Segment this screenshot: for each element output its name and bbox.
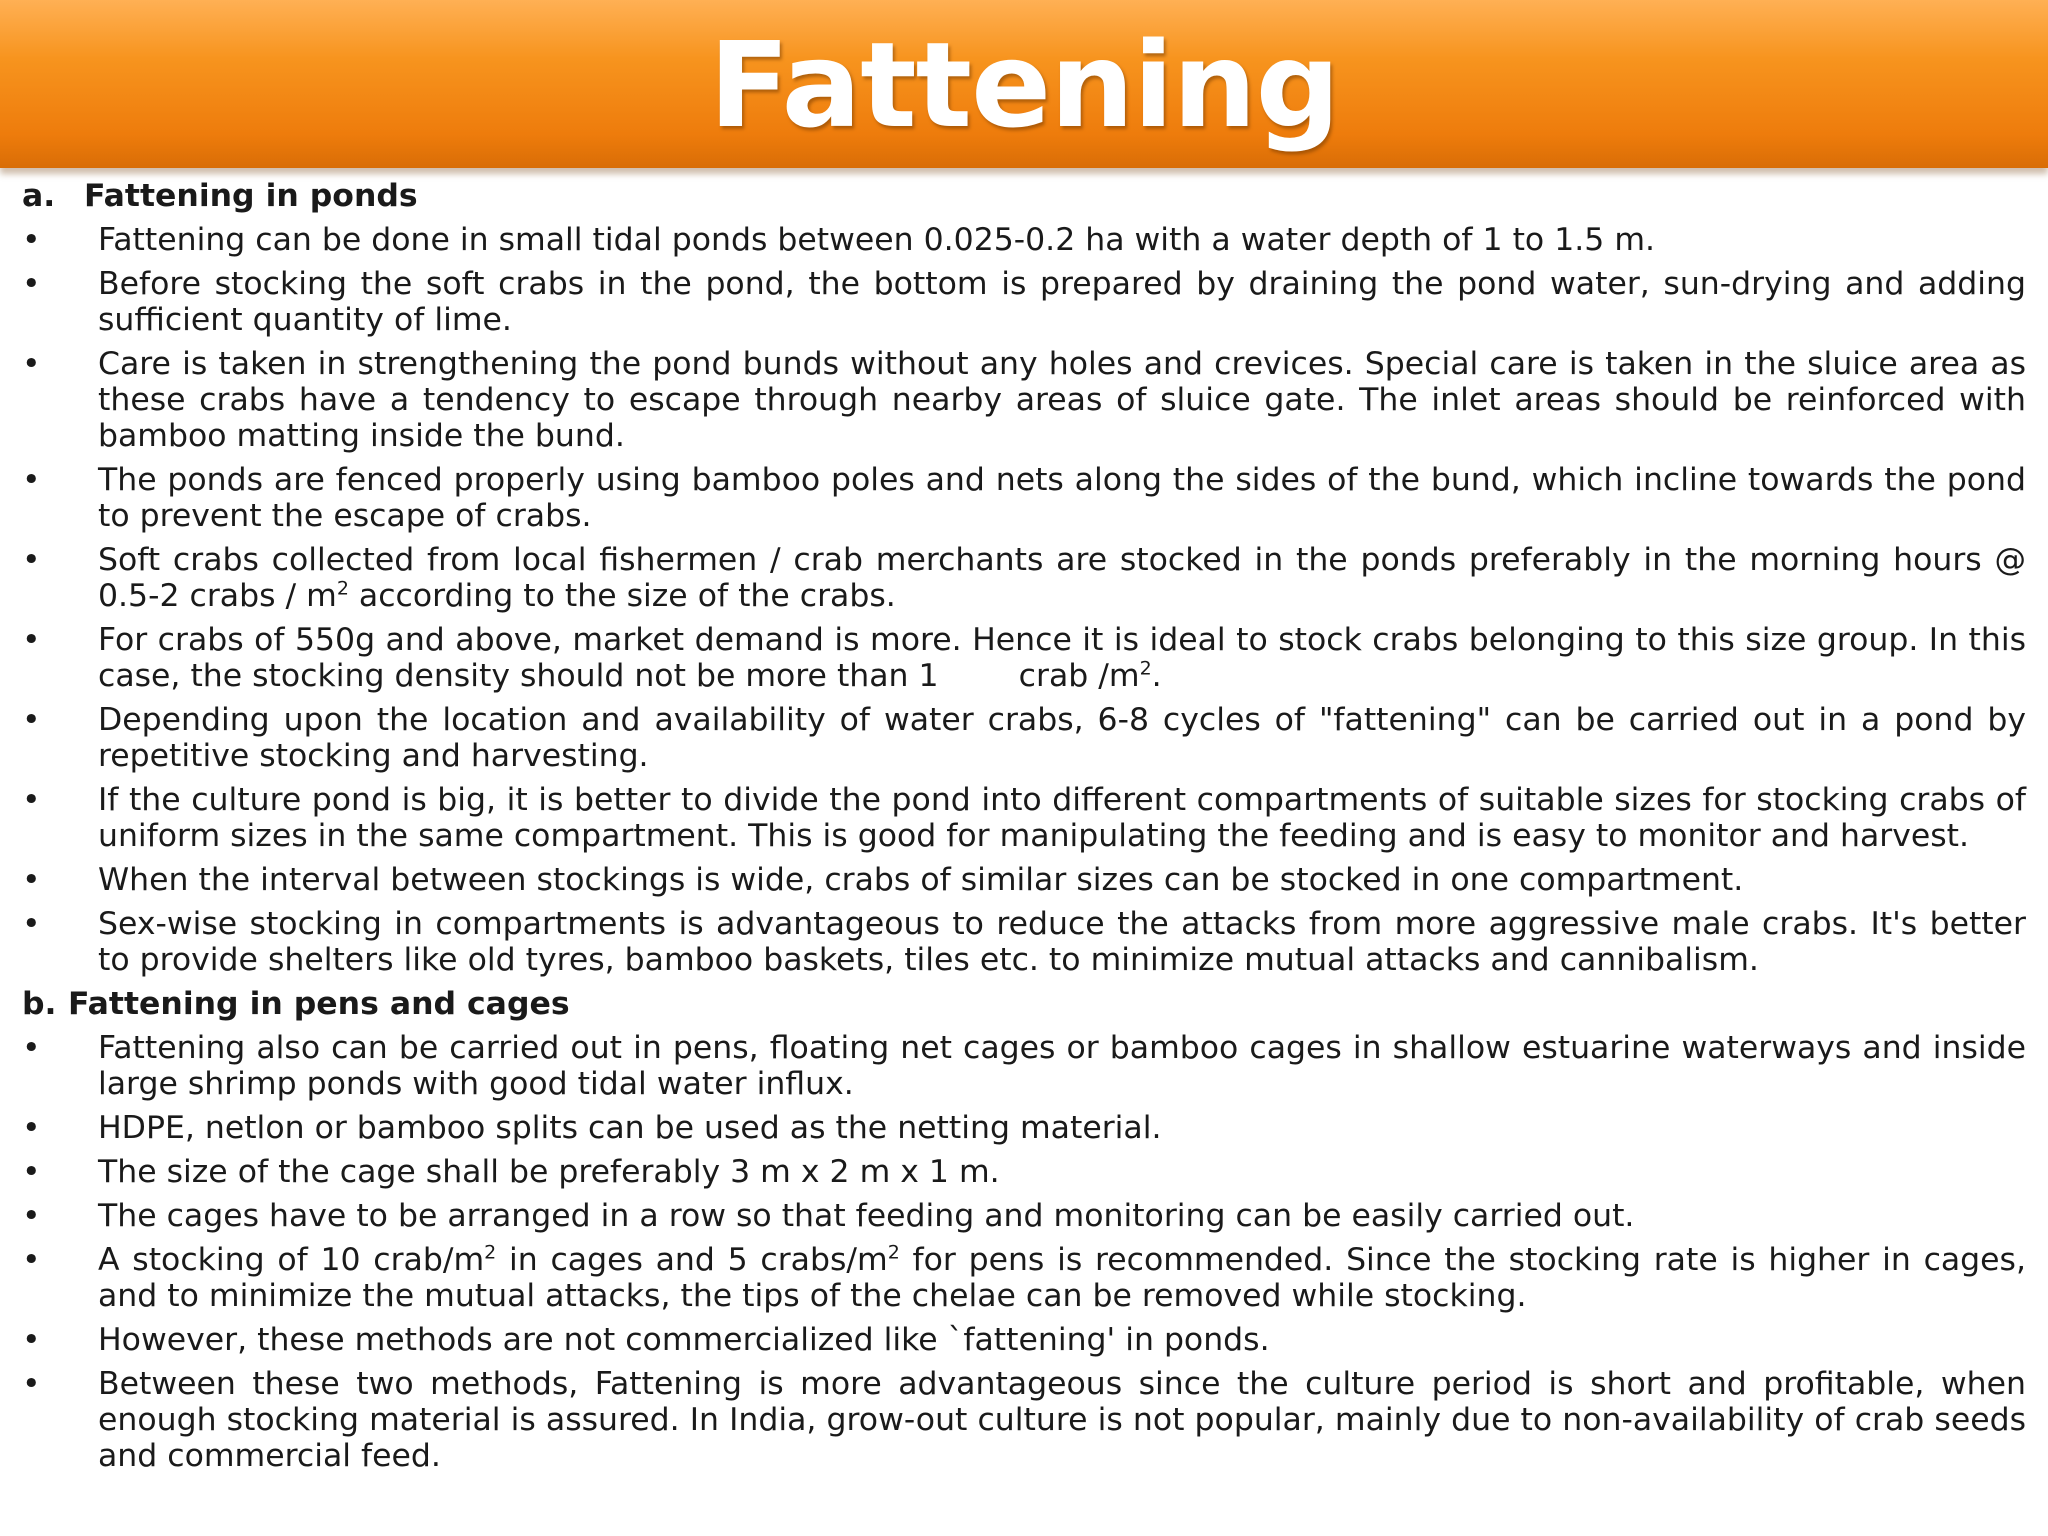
bullet-icon: • [22, 1154, 41, 1190]
list-item: • Fattening also can be carried out in pens, floating net cages or bamboo cages in shallow estuarine waterways and inside large shrimp ponds with good tidal water influx. [22, 1030, 2026, 1102]
title-banner [0, 0, 2048, 168]
section-a-heading [22, 178, 2026, 214]
bullet-icon: • [22, 462, 41, 498]
bullet-icon: • [22, 1030, 41, 1066]
bullet-icon: • [22, 1198, 41, 1234]
list-item: • Depending upon the location and availability of water crabs, 6-8 cycles of "fattening" can be carried out in a pond by repetitive stocking and harvesting. [22, 702, 2026, 774]
list-item: • A stocking of 10 crab/$m^2$ in cages and 5 crabs/$m^2$ for pens is recommended. Since the stocking rate is higher in cages, and to minimize the mutual attacks, the tips of the chelae can be removed while stocking. [22, 1241, 2026, 1314]
bullet-icon: • [22, 266, 41, 302]
bullet-icon: • [22, 862, 41, 898]
bullet-icon: • [22, 782, 41, 818]
bullet-icon: • [22, 1366, 41, 1402]
list-item: • However, these methods are not commercialized like `fattening' in ponds. [22, 1322, 1270, 1358]
bullet-icon: • [22, 1110, 41, 1146]
list-item: • For crabs of 550g and above, market demand is more. Hence it is ideal to stock crabs belonging to this size group. In this case, the stocking density should not be more than 1 crab $/m^2$. [22, 622, 2037, 694]
section-a-title: Fattening in ponds [84, 178, 418, 214]
list-item: • Fattening can be done in small tidal ponds between 0.025-0.2 ha with a water depth of 1 to 1.5 m. [22, 222, 1656, 258]
section-a-marker: a. [22, 178, 56, 214]
bullet-icon: • [22, 542, 41, 578]
bullet-icon: • [22, 346, 41, 382]
list-item: • Sex-wise stocking in compartments is advantageous to reduce the attacks from more aggressive male crabs. It's better to provide shelters like old tyres, bamboo baskets, tiles etc. to minimize mutual attacks and cannibalism. [22, 906, 2026, 978]
section-b-marker: b. [22, 986, 57, 1022]
bullet-icon: • [22, 222, 41, 258]
bullet-icon: • [22, 906, 41, 942]
section-b-heading [22, 986, 2026, 1022]
list-item: • The cages have to be arranged in a row so that feeding and monitoring can be easily carried out. [22, 1198, 1635, 1234]
list-item: • The ponds are fenced properly using bamboo poles and nets along the sides of the bund, which incline towards the pond to prevent the escape of crabs. [22, 462, 2026, 534]
page-title: Fattening [708, 16, 1340, 154]
section-b-title: Fattening in pens and cages [68, 986, 570, 1022]
bullet-icon: • [22, 1322, 41, 1358]
bullet-icon: • [22, 1242, 41, 1278]
bullet-icon: • [22, 702, 41, 738]
list-item: • Between these two methods, Fattening is more advantageous since the culture period is short and profitable, when enough stocking material is assured. In India, grow-out culture is not popular, mainly due to non-availability of crab seeds and commercial feed. [22, 1366, 2026, 1474]
slide-content [22, 178, 2037, 1482]
list-item: • HDPE, netlon or bamboo splits can be used as the netting material. [22, 1110, 1162, 1146]
list-item: • If the culture pond is big, it is better to divide the pond into different compartments of suitable sizes for stocking crabs of uniform sizes in the same compartment. This is good for manipulating the feeding and is easy to monitor and harvest. [22, 782, 2026, 854]
bullet-icon: • [22, 622, 41, 658]
list-item: • Soft crabs collected from local fishermen / crab merchants are stocked in the ponds preferably in the morning hours @ 0.5-2 crabs / $m^2$ according to the size of the crabs. [22, 542, 2026, 614]
list-item: • The size of the cage shall be preferably 3 m x 2 m x 1 m. [22, 1154, 1000, 1190]
list-item: • Care is taken in strengthening the pond bunds without any holes and crevices. Special care is taken in the sluice area as these crabs have a tendency to escape through nearby areas of sluice gate. The inlet areas should be reinforced with bamboo matting inside the bund. [22, 346, 2026, 454]
list-item: • When the interval between stockings is wide, crabs of similar sizes can be stocked in one compartment. [22, 862, 1744, 898]
list-item: • Before stocking the soft crabs in the pond, the bottom is prepared by draining the pond water, sun-drying and adding sufficient quantity of lime. [22, 266, 2026, 338]
